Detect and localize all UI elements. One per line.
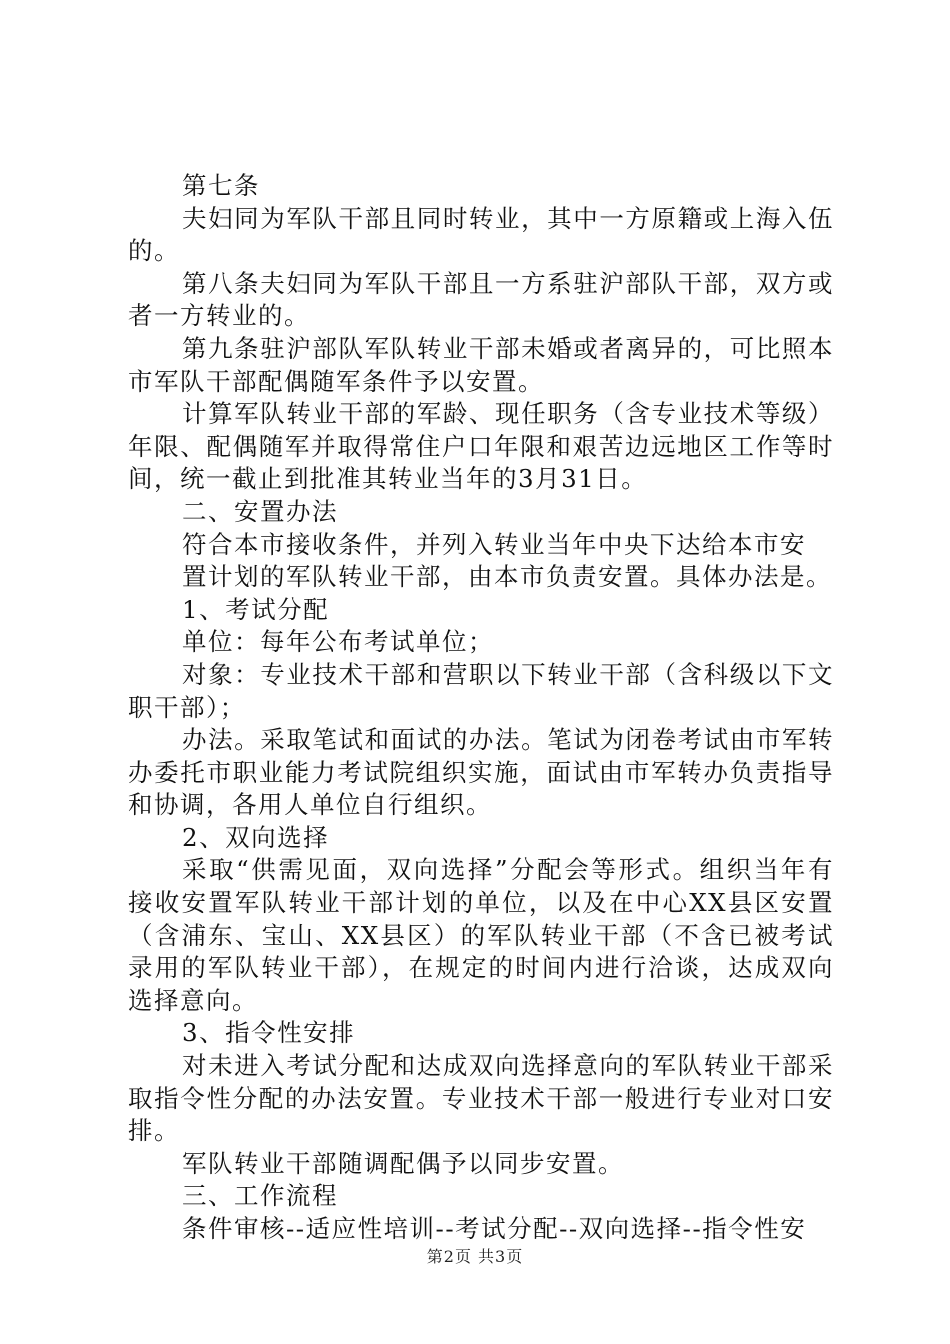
article-8-text: 第八条夫妇同为军队干部且一方系驻沪部队干部，双方或者一方转业的。 [128, 268, 834, 331]
exam-method-text: 办法。采取笔试和面试的办法。笔试为闭卷考试由市军转办委托市职业能力考试院组织实施，面试由市军转办负责指导和协调，各用人单位自行组织。 [128, 725, 834, 820]
workflow-text: 条件审核--适应性培训--考试分配--双向选择--指令性安 [182, 1214, 807, 1243]
page-number-footer: 第2页 共3页 [426, 1247, 524, 1266]
spouse-placement-text: 军队转业干部随调配偶予以同步安置。 [182, 1148, 624, 1178]
section-2-intro-line-2: 置计划的军队转业干部，由本市负责安置。具体办法是。 [182, 562, 832, 592]
section-2-heading: 二、安置办法 [182, 496, 338, 526]
article-7-heading: 第七条 [182, 171, 260, 200]
section-2-intro-line-1: 符合本市接收条件，并列入转业当年中央下达给本市安 [182, 529, 806, 559]
subsection-2-heading: 2、双向选择 [182, 822, 330, 852]
article-9-text: 第九条驻沪部队军队转业干部未婚或者离异的，可比照本市军队干部配偶随军条件予以安置。 [128, 333, 834, 396]
two-way-selection-text: 采取“供需见面，双向选择”分配会等形式。组织当年有接收安置军队转业干部计划的单位，以及在中心XX县区安置（含浦东、宝山、XX县区）的军队转业干部（不含已被考试录用的军队转业干部），在规定的时间内进行洽谈，达成双向选择意向。 [128, 855, 834, 1015]
subsection-3-heading: 3、指令性安排 [182, 1018, 356, 1048]
document-body [128, 170, 834, 1246]
mandatory-arrangement-text: 对未进入考试分配和达成双向选择意向的军队转业干部采取指令性分配的办法安置。专业技术干部一般进行专业对口安排。 [128, 1051, 834, 1146]
section-3-heading: 三、工作流程 [182, 1181, 338, 1211]
subsection-1-heading: 1、考试分配 [182, 594, 330, 624]
service-time-calculation-text: 计算军队转业干部的军龄、现任职务（含专业技术等级）年限、配偶随军并取得常住户口年限和艰苦边远地区工作等时间，统一截止到批准其转业当年的3月31日。 [128, 399, 834, 494]
exam-target-text: 对象：专业技术干部和营职以下转业干部（含科级以下文职干部）； [128, 659, 834, 722]
exam-unit-text: 单位：每年公布考试单位； [182, 627, 494, 657]
article-7-text: 夫妇同为军队干部且同时转业，其中一方原籍或上海入伍的。 [128, 203, 834, 266]
